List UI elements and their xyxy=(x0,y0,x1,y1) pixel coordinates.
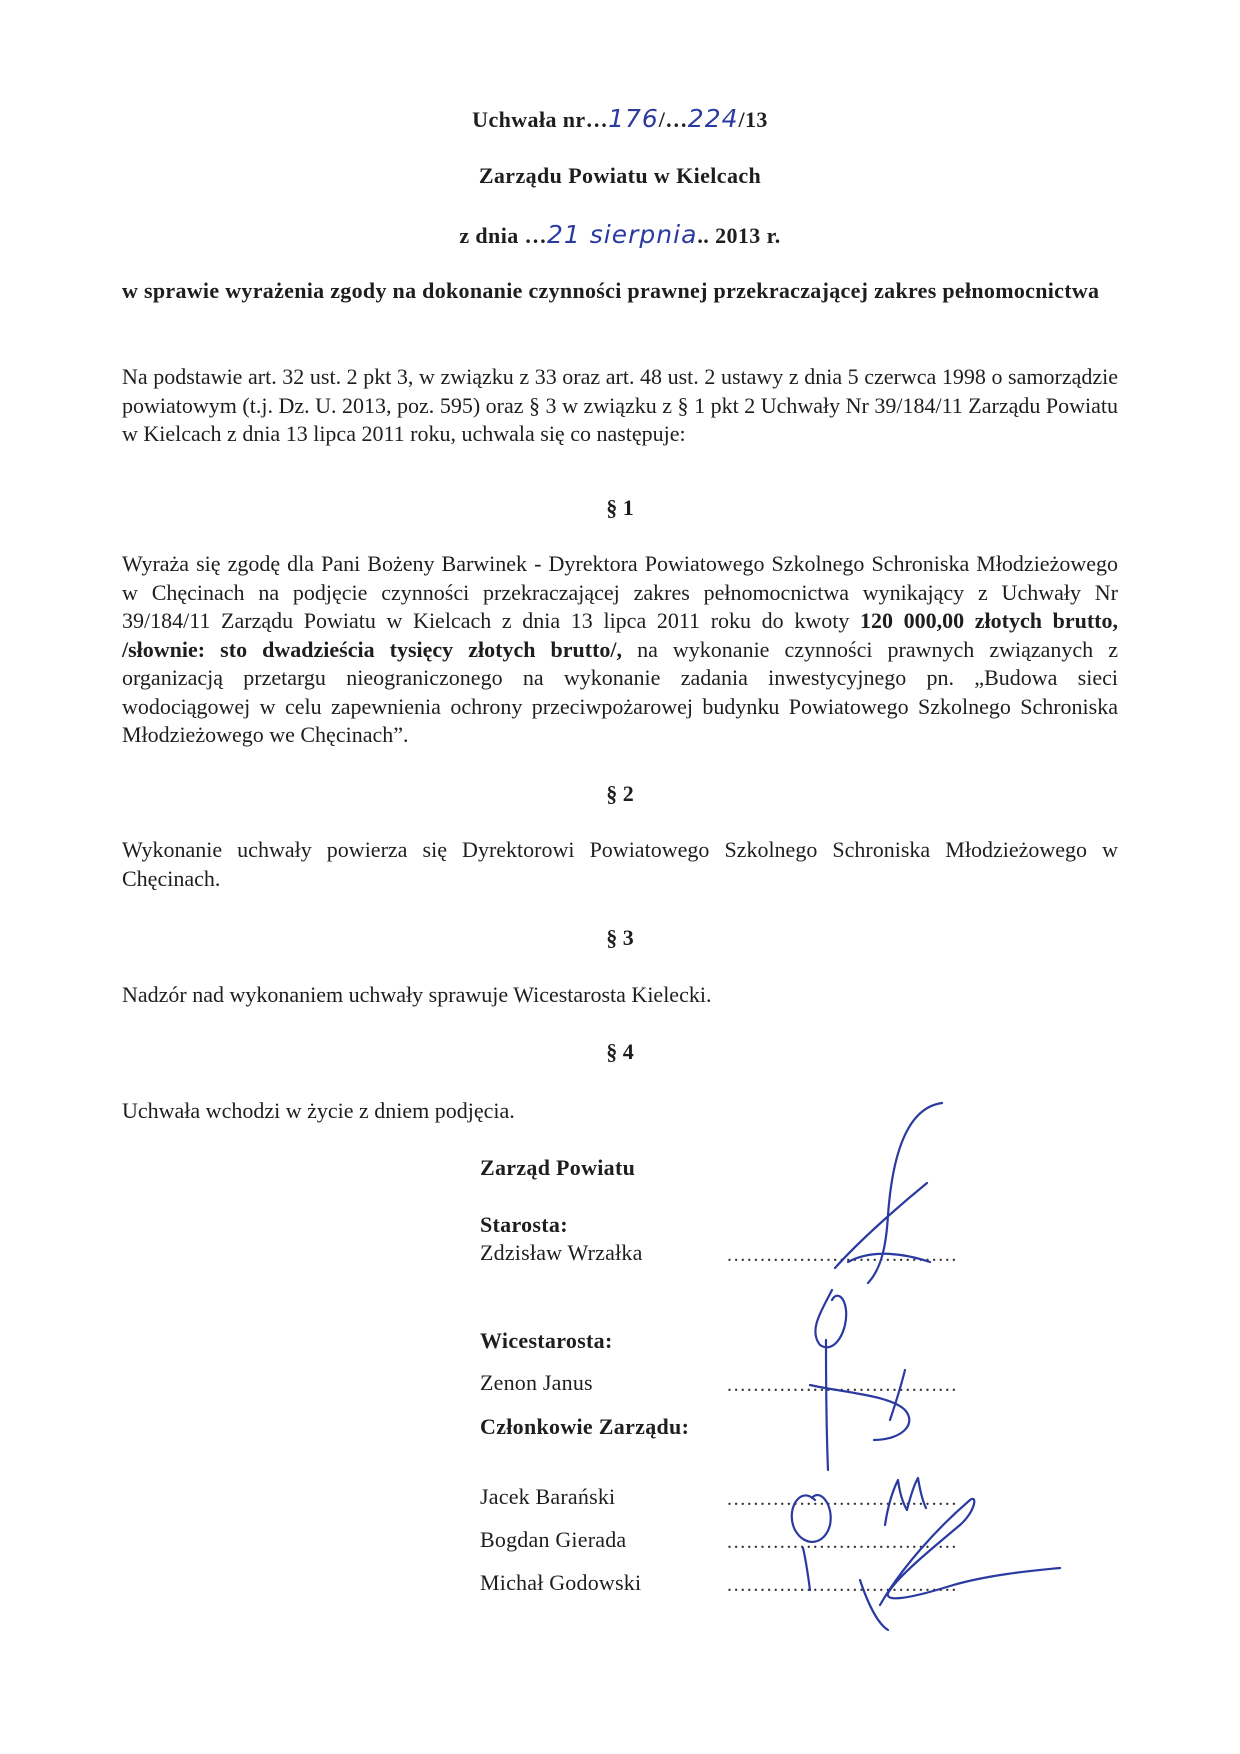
title-prefix: Uchwała nr xyxy=(472,107,586,132)
number-dots: … xyxy=(665,107,688,132)
member-name: Bogdan Gierada xyxy=(480,1527,627,1552)
section-3-heading: § 3 xyxy=(606,925,634,950)
resolution-subject: w sprawie wyrażenia zgody na dokonanie czynności prawnej przekraczającej zakres pełnomocnictwa xyxy=(122,278,1100,303)
member-name: Jacek Barański xyxy=(480,1484,616,1509)
section-1-amount: 120 000,00 złotych brutto, /słownie: sto dwadzieścia tysięcy złotych brutto/, xyxy=(122,608,1119,662)
section-1-heading: § 1 xyxy=(606,495,634,520)
section-1-text xyxy=(122,550,1118,750)
section-3-text: Nadzór nad wykonaniem uchwały sprawuje Wicestarosta Kielecki. xyxy=(122,982,712,1007)
section-4-heading: § 4 xyxy=(606,1039,634,1064)
number-separator: / xyxy=(658,107,666,132)
number-dots: … xyxy=(585,107,609,132)
date-dots: … xyxy=(524,223,548,248)
signature-line: ................................... xyxy=(727,1531,958,1553)
resolution-date xyxy=(0,220,1240,249)
members-label: Członkowie Zarządu: xyxy=(480,1414,690,1439)
resolution-number xyxy=(0,104,1240,133)
member-name: Michał Godowski xyxy=(480,1570,642,1595)
number-suffix: /13 xyxy=(738,107,768,132)
signature-line: ................................... xyxy=(727,1574,958,1596)
section-1-text-part-b: na wykonanie czynności prawnych związanych z organizacją przetargu nieograniczonego na wykonanie zadania inwestycyjnego pn. „Budowa sieci wodociągowej w celu zapewnienia ochrony przeciwpożarowej budynku Powiatowego Szkolnego Schroniska Młodzieżowego we Chęcinach”. xyxy=(122,636,1119,747)
section-2-heading: § 2 xyxy=(606,781,634,806)
preamble: Na podstawie art. 32 ust. 2 pkt 3, w związku z 33 oraz art. 48 ust. 2 ustawy z dnia 5 czerwca 1998 o samorządzie powiatowym (t.j. Dz. U. 2013, poz. 595) oraz § 3 w związku z § 1 pkt 2 Uchwały Nr 39/184/11 Zarządu Powiatu w Kielcach z dnia 13 lipca 2011 roku, uchwala się co następuje: xyxy=(122,364,1118,446)
section-2-text: Wykonanie uchwały powierza się Dyrektorowi Powiatowego Szkolnego Schroniska Młodzieżowego w Chęcinach. xyxy=(122,837,1118,891)
signature-line: ................................... xyxy=(727,1244,958,1266)
board-heading: Zarząd Powiatu xyxy=(480,1155,636,1180)
starosta-name: Zdzisław Wrzałka xyxy=(480,1240,643,1265)
handwritten-date: 21 sierpnia xyxy=(547,220,698,249)
section-4-text: Uchwała wchodzi w życie z dniem podjęcia. xyxy=(122,1098,515,1123)
date-prefix: z dnia xyxy=(459,223,519,248)
wicestarosta-label: Wicestarosta: xyxy=(480,1328,613,1353)
issuing-body: Zarządu Powiatu w Kielcach xyxy=(478,163,762,188)
signature-line: ................................... xyxy=(727,1374,958,1396)
starosta-label: Starosta: xyxy=(480,1212,568,1237)
signature-line: ................................... xyxy=(727,1488,958,1510)
handwritten-number-2: 224 xyxy=(687,104,739,133)
signature-member-3 xyxy=(860,1499,1060,1630)
wicestarosta-name: Zenon Janus xyxy=(480,1370,593,1395)
section-1-text-part-a: Wyraża się zgodę dla Pani Bożeny Barwinek - Dyrektora Powiatowego Szkolnego Schroniska Młodzieżowego w Chęcinach na podjęcie czynności przekraczającej zakres pełnomocnictwa wynikający z Uchwały Nr 39/184/11 Zarządu Powiatu w Kielcach z dnia 13 lipca 2011 roku do kwoty xyxy=(122,551,1118,633)
handwritten-number-1: 176 xyxy=(608,104,659,133)
date-suffix: .. 2013 r. xyxy=(697,223,781,248)
